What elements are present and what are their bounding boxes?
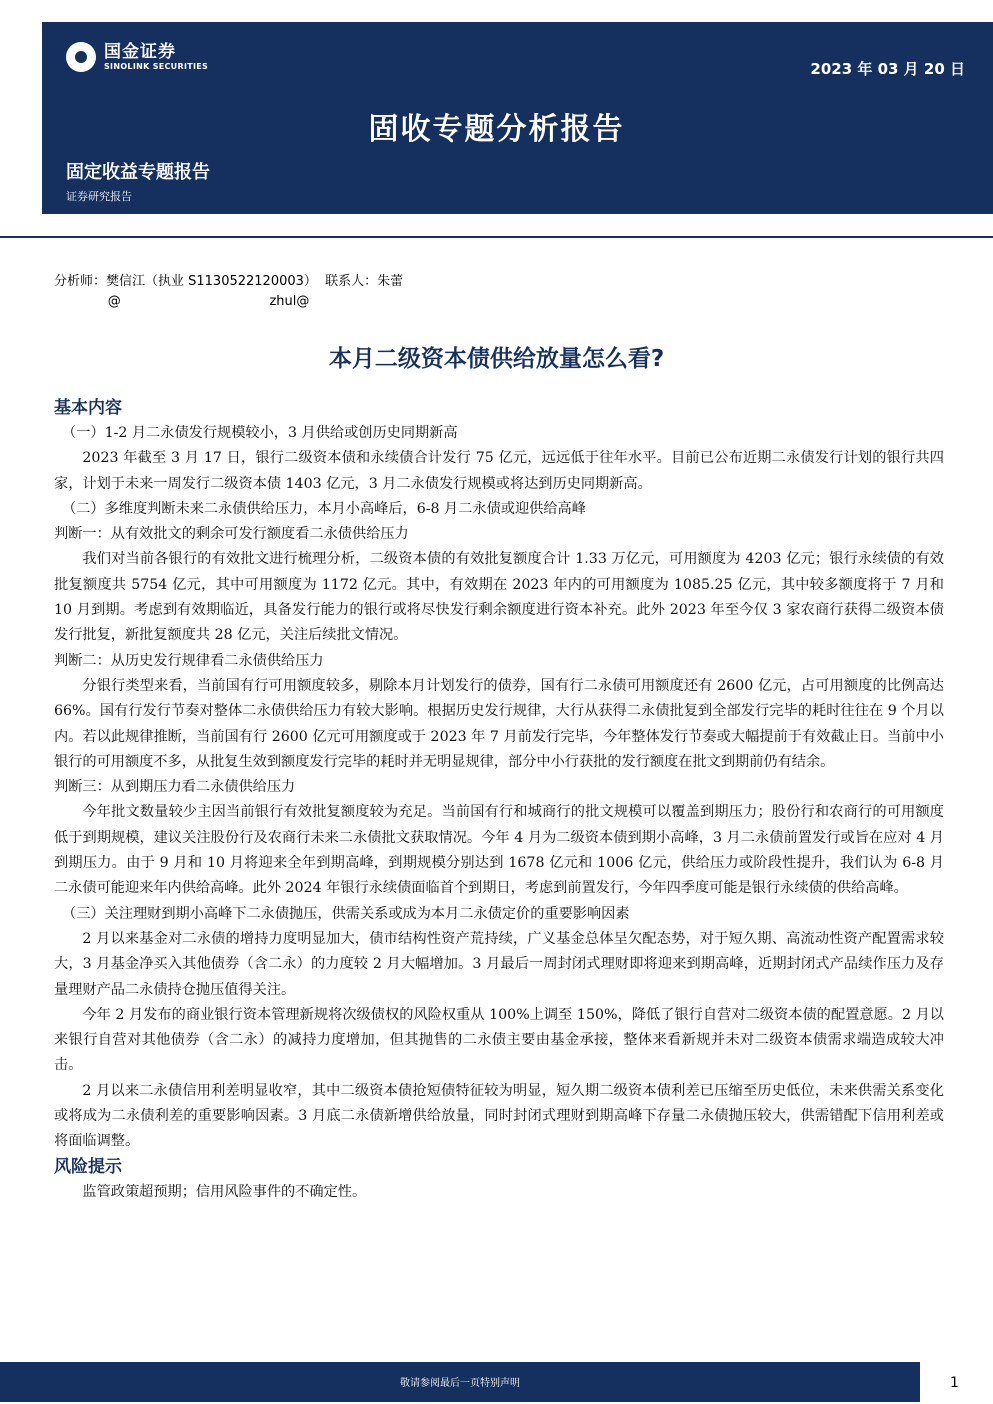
risk-paragraph: 监管政策超预期；信用风险事件的不确定性。 bbox=[82, 1183, 367, 1200]
section-heading-risk: 风险提示 bbox=[54, 1156, 122, 1177]
paragraph-7: 2 月以来二永债信用利差明显收窄，其中二级资本债抢短债特征较为明显，短久期二级资本债利差已压缩至历史低位，未来供需关系变化或将成为二永债利差的重要影响因素。3 月底二永债新增供给放量，同时封闭式理财到期高峰下存量二永债抛压较大，供需错配下信用利差或将面临调整。 bbox=[54, 1082, 944, 1150]
paragraph-4: 今年批文数量较少主因当前银行有效批复额度较为充足。当前国有行和城商行的批文规模可以覆盖到期压力；股份行和农商行的可用额度低于到期规模，建议关注股份行及农商行未来二永债批文获取情况。今年 4 月为二级资本债到期小高峰，3 月二永债前置发行或旨在应对 4 月到期压力。由于 9 月和 10 月将迎来全年到期高峰，到期规模分别达到 1678 亿元和 1006 亿元，供给压力或阶段性提升，我们认为 6-8 月二永债可能迎来年内供给高峰。此外 2024 年银行永续债面临首个到期日，考虑到前置发行，今年四季度可能是银行永续债的供给高峰。 bbox=[54, 804, 944, 897]
report-title: 固收专题分析报告 bbox=[368, 112, 625, 147]
analyst-line-2: @ zhul@ bbox=[54, 294, 310, 309]
judgement-1: 判断一：从有效批文的剩余可发行额度看二永债供给压力 bbox=[54, 526, 409, 543]
paragraph-1: 2023 年截至 3 月 17 日，银行二级资本债和永续债合计发行 75 亿元，远远低于往年水平。目前已公布近期二永债发行计划的银行共四家，计划于未来一周发行二级资本债 1403 亿元，3 月二永债发行规模或将达到历史同期新高。 bbox=[54, 450, 944, 492]
logo-mark-icon bbox=[66, 42, 96, 72]
subheading-2: （二）多维度判断未来二永债供给压力，本月小高峰后，6-8 月二永债或迎供给高峰 bbox=[62, 500, 586, 517]
report-type: 固定收益专题报告 bbox=[66, 162, 210, 183]
analyst-line-1: 分析师：樊信江（执业 S1130522120003） 联系人：朱蕾 bbox=[54, 274, 404, 289]
article-title: 本月二级资本债供给放量怎么看? bbox=[328, 346, 665, 372]
header-divider bbox=[0, 236, 993, 238]
judgement-3: 判断三：从到期压力看二永债供给压力 bbox=[54, 779, 296, 796]
report-body bbox=[54, 396, 944, 1205]
paragraph-3: 分银行类型来看，当前国有行可用额度较多，剔除本月计划发行的债券，国有行二永债可用额度还有 2600 亿元，占可用额度的比例高达 66%。国有行发行节奏对整体二永债供给压力有较大影响。根据历史发行规律，大行从获得二永债批复到全部发行完毕的耗时往往在 9 个月以内。若以此规律推断，当前国有行 2600 亿元可用额度或于 2023 年 7 月前发行完毕，今年整体发行节奏或大幅提前于有效截止日。当前中小银行的可用额度不多，从批复生效到额度发行完毕的耗时并无明显规律，部分中小行获批的发行额度在批文到期前仍有结余。 bbox=[54, 677, 944, 770]
logo-cn: 国金证券 bbox=[104, 41, 176, 62]
logo-en: SINOLINK SECURITIES bbox=[104, 61, 209, 71]
report-sub-label: 证券研究报告 bbox=[66, 190, 132, 203]
judgement-2: 判断二：从历史发行规律看二永债供给压力 bbox=[54, 652, 324, 669]
section-heading-basic: 基本内容 bbox=[54, 398, 122, 418]
paragraph-2: 我们对当前各银行的有效批文进行梳理分析，二级资本债的有效批复额度合计 1.33 万亿元，可用额度为 4203 亿元；银行永续债的有效批复额度共 5754 亿元，其中可用额度为 1172 亿元。其中，有效期在 2023 年内的可用额度为 1085.25 亿元，其中较多额度将于 7 月和 10 月到期。考虑到有效期临近，具备发行能力的银行或将尽快发行剩余额度进行资本补充。此外 2023 年至今仅 3 家农商行获得二级资本债发行批复，新批复额度共 28 亿元，关注后续批文情况。 bbox=[54, 551, 944, 644]
subheading-1: （一）1-2 月二永债发行规模较小，3 月供给或创历史同期新高 bbox=[62, 425, 458, 441]
company-logo bbox=[66, 42, 208, 72]
analyst-info bbox=[54, 272, 403, 312]
paragraph-5: 2 月以来基金对二永债的增持力度明显加大，债市结构性资产荒持续，广义基金总体呈欠配态势，对于短久期、高流动性资产配置需求较大，3 月基金净买入其他债券（含二永）的力度较 2 月大幅增加。3 月最后一周封闭式理财即将迎来到期高峰，近期封闭式产品续作压力及存量理财产品二永债持仓抛压值得关注。 bbox=[54, 930, 944, 998]
page-number: 1 bbox=[950, 1375, 959, 1391]
logo-text bbox=[104, 43, 208, 72]
paragraph-6: 今年 2 月发布的商业银行资本管理新规将次级债权的风险权重从 100%上调至 150%，降低了银行自营对二级资本债的配置意愿。2 月以来银行自营对其他债券（含二永）的减持力度增加，但其抛售的二永债主要由基金承接，整体来看新规并未对二级资本债需求端造成较大冲击。 bbox=[54, 1006, 944, 1074]
subheading-3: （三）关注理财到期小高峰下二永债抛压，供需关系或成为本月二永债定价的重要影响因素 bbox=[62, 905, 630, 922]
footer-disclaimer-note: 敬请参阅最后一页特别声明 bbox=[400, 1378, 520, 1389]
report-date: 2023 年 03 月 20 日 bbox=[810, 60, 965, 78]
